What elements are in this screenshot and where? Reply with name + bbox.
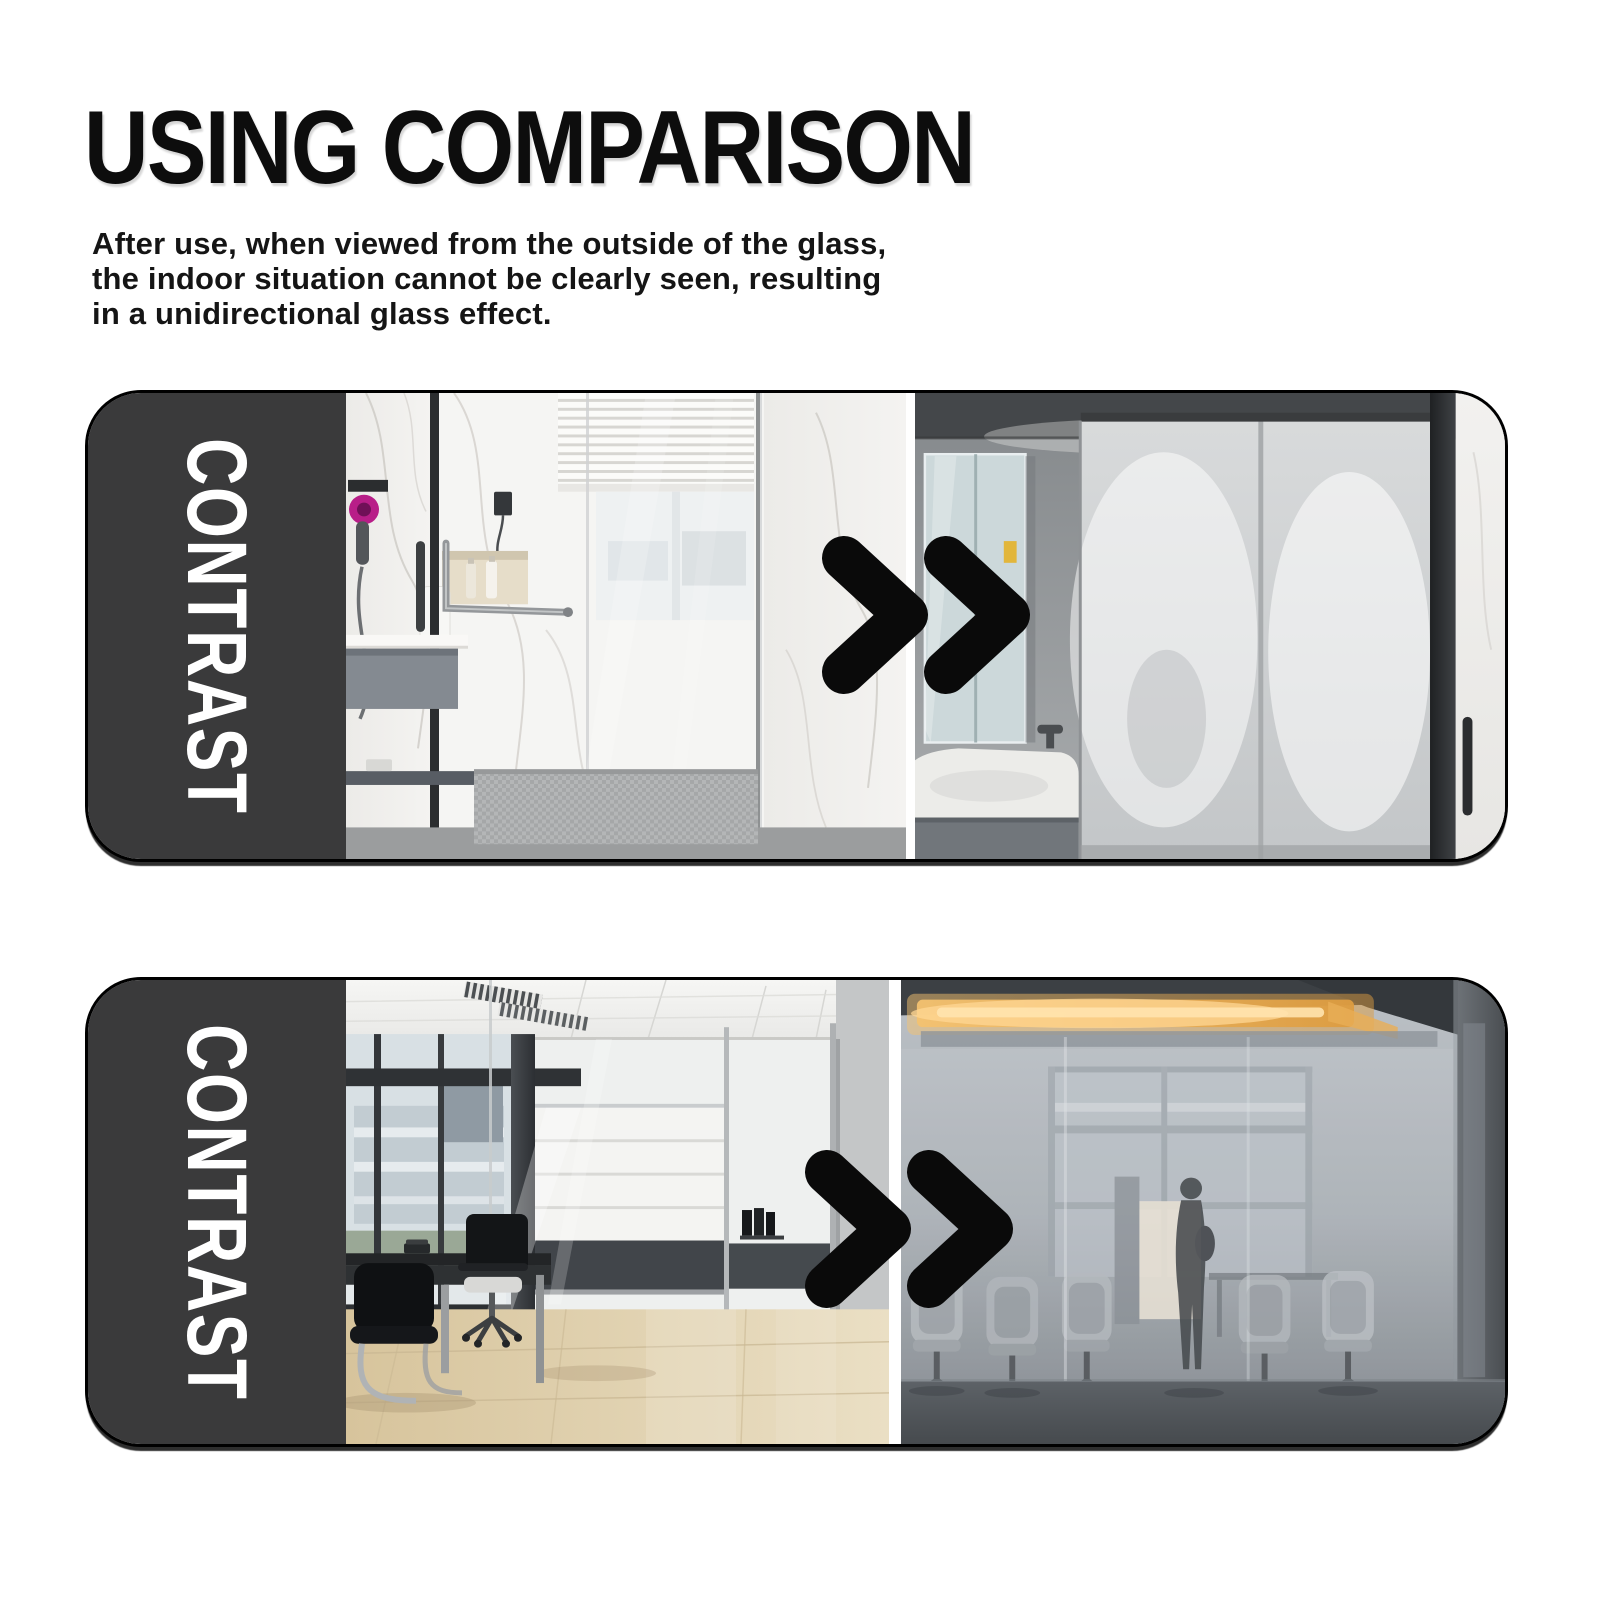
door-handle [1463,717,1473,816]
contrast-label-text: CONTRAST [170,1023,264,1401]
white-door [1456,393,1505,859]
desk-phone [404,1243,430,1253]
page-title: USING COMPARISON [84,90,975,206]
ceiling-cove-light [901,980,1505,1049]
right-frame-column [1453,980,1505,1444]
chevron-right-icon [918,534,1034,696]
door-frame [1430,393,1456,859]
comparison-panel-office [85,977,1508,1447]
sink-vanity [915,748,1079,859]
fast-forward-arrows [799,1148,1017,1310]
description-line: in a unidirectional glass effect. [92,296,552,331]
page-description [92,226,886,331]
shower-niche [442,551,528,604]
chevron-right-icon [816,534,932,696]
comparison-panel-bathroom [85,390,1508,862]
office-ceiling [346,980,889,1040]
contrast-label [88,393,346,859]
contrast-label [88,980,346,1444]
chevron-right-icon [799,1148,915,1310]
chevron-right-icon [901,1148,1017,1310]
shower-tray [474,769,758,844]
frosted-glass-panels [1070,413,1430,859]
description-line: the indoor situation cannot be clearly seen, resulting [92,261,882,296]
fast-forward-arrows [816,534,1034,696]
dark-floor [901,1379,1505,1444]
description-line: After use, when viewed from the outside of the glass, [92,226,887,261]
contrast-label-text: CONTRAST [170,437,264,815]
